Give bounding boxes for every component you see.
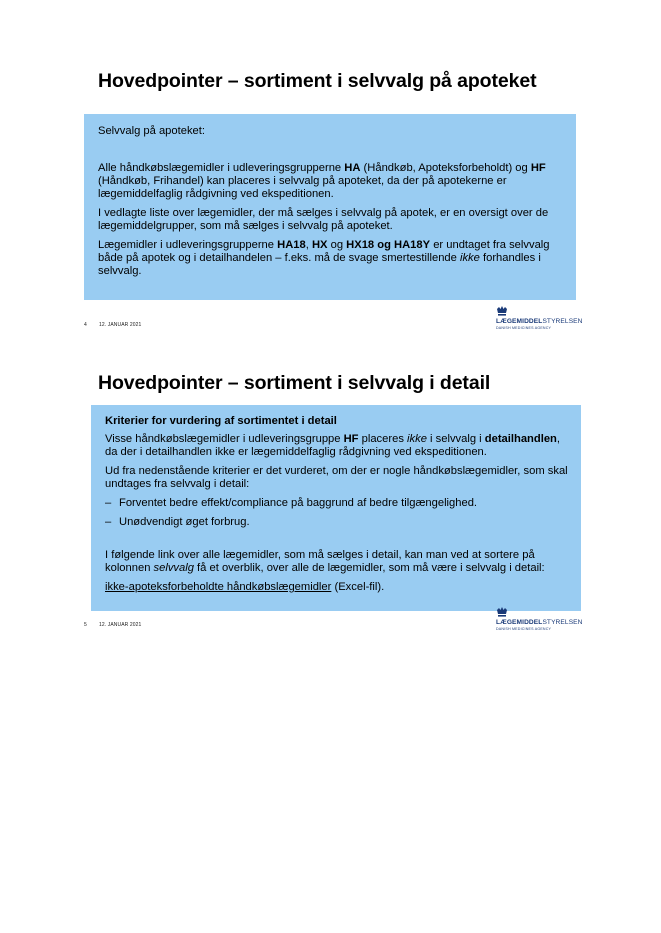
slide-5 (0, 355, 661, 645)
agency-logo (496, 305, 586, 335)
slide-4 (0, 0, 661, 340)
paragraph-link-intro: I følgende link over alle lægemidler, som må sælges i detail, kan man ved at sortere på kolonnen selvvalg få et overblik, over alle de lægemidler, som må være i selvvalg i detail: (105, 549, 545, 574)
content-box (84, 114, 576, 300)
list-item: – Unødvendigt øget forbrug. (105, 516, 250, 528)
list-item: – Forventet bedre effekt/compliance på baggrund af bedre tilgængelighed. (105, 497, 478, 509)
paragraph-criteria: Ud fra nedenstående kriterier er det vurderet, om der er nogle håndkøbslægemidler, som skal undtages fra selvvalg i detail: (105, 465, 568, 490)
page-number: 5 (84, 622, 87, 628)
agency-logo (496, 606, 586, 636)
crown-icon (496, 606, 508, 618)
criteria-heading: Kriterier for vurdering af sortimentet i detail (105, 415, 337, 427)
logo-subtitle: DANISH MEDICINES AGENCY (496, 627, 552, 631)
page-number: 4 (84, 322, 87, 328)
paragraph-hf: Visse håndkøbslægemidler i udleveringsgruppe HF placeres ikke i selvvalg i detailhandlen, da der i detailhandlen ikke er lægemiddelfaglig rådgivning ved ekspeditionen. (105, 433, 560, 458)
slide-title: Hovedpointer – sortiment i selvvalg på apoteket (98, 70, 537, 92)
footer-date: 12. JANUAR 2021 (99, 622, 142, 628)
logo-subtitle: DANISH MEDICINES AGENCY (496, 326, 552, 330)
paragraph-list-info: I vedlagte liste over lægemidler, der må sælges i selvvalg på apotek, er en oversigt over de lægemiddelgrupper, som må sælges i selvvalg på apoteket. (98, 207, 549, 232)
footer-date: 12. JANUAR 2021 (99, 322, 142, 328)
criteria-list (105, 497, 569, 529)
logo-name: LÆGEMIDDELSTYRELSEN (496, 619, 583, 626)
intro-text: Selvvalg på apoteket: (98, 125, 205, 137)
paragraph-exceptions: Lægemidler i udleveringsgrupperne HA18, HX og HX18 og HA18Y er undtaget fra selvvalg både på apotek og i detailhandelen – f.eks. må de svage smertestillende ikke forhandles i selvvalg. (98, 239, 550, 277)
content-box (91, 405, 581, 611)
slide-title: Hovedpointer – sortiment i selvvalg i detail (98, 372, 491, 394)
logo-name: LÆGEMIDDELSTYRELSEN (496, 318, 583, 325)
excel-list-link[interactable]: ikke-apoteksforbeholdte håndkøbslægemidler (105, 581, 332, 593)
paragraph-link: ikke-apoteksforbeholdte håndkøbslægemidler (Excel-fil). (105, 581, 385, 593)
paragraph-ha-hf: Alle håndkøbslægemidler i udleveringsgrupperne HA (Håndkøb, Apoteksforbeholdt) og HF (Håndkøb, Frihandel) kan placeres i selvvalg på apoteket, da der på apotekerne er lægemiddelfaglig rådgivning ved ekspeditionen. (98, 162, 546, 200)
crown-icon (496, 305, 508, 317)
